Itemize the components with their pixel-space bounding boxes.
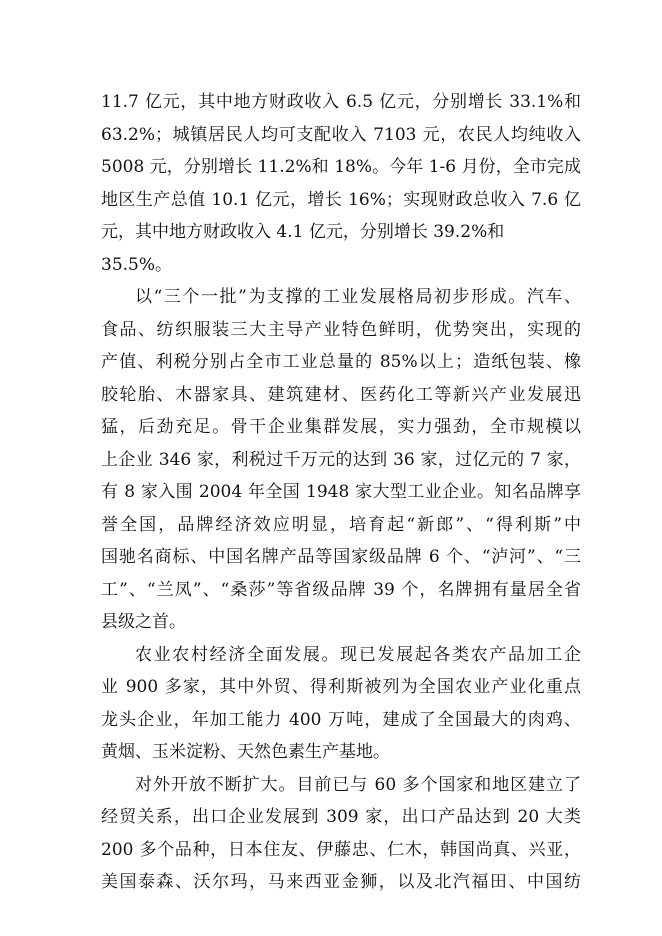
text-line: 有 8 家入围 2004 年全国 1948 家大型工业企业。知名品牌享 (101, 482, 581, 502)
text-line: 工”、“兰凤”、“桑莎”等省级品牌 39 个，名牌拥有量居全省 (101, 579, 581, 600)
text-line: 国驰名商标、中国名牌产品等国家级品牌 6 个、“泸河”、“三 (101, 547, 581, 567)
paragraph-agriculture (101, 639, 581, 769)
text-line: 200 多个品种，日本住友、伊藤忠、仁木，韩国尚真、兴亚， (101, 839, 581, 860)
paragraph-opening-up (101, 769, 581, 899)
text-line: 上企业 346 家，利税过千万元的达到 36 家，过亿元的 7 家， (101, 449, 581, 470)
text-line: 誉全国，品牌经济效应明显，培育起“新郎”、“得利斯”中 (101, 514, 581, 535)
text-line: 黄烟、玉米淀粉、天然色素生产基地。 (101, 742, 390, 762)
text-line: 以“三个一批”为支撑的工业发展格局初步形成。汽车、 (135, 287, 581, 307)
text-line: 地区生产总值 10.1 亿元，增长 16%；实现财政总收入 7.6 亿 (101, 189, 581, 210)
text-line: 农业农村经济全面发展。现已发展起各类农产品加工企 (135, 644, 581, 665)
text-line: 业 900 多家，其中外贸、得利斯被列为全国农业产业化重点 (101, 677, 581, 697)
text-line: 美国泰森、沃尔玛，马来西亚金狮，以及北汽福田、中国纺 (101, 872, 581, 892)
text-line: 胶轮胎、木器家具、建筑建材、医药化工等新兴产业发展迅 (101, 384, 581, 405)
text-line: 产值、利税分别占全市工业总量的 85%以上；造纸包装、橡 (101, 352, 581, 372)
text-line: 猛，后劲充足。骨干企业集群发展，实力强劲，全市规模以 (101, 417, 581, 437)
text-line: 5008 元，分别增长 11.2%和 18%。今年 1-6 月份，全市完成 (101, 157, 581, 177)
paragraph-industry (101, 281, 581, 639)
paragraph-fiscal-revenue (101, 86, 581, 281)
document-body (101, 86, 581, 899)
text-line: 35.5%。 (101, 254, 173, 275)
text-line: 11.7 亿元，其中地方财政收入 6.5 亿元，分别增长 33.1%和 (101, 92, 581, 112)
text-line: 元，其中地方财政收入 4.1 亿元，分别增长 39.2%和 (101, 222, 505, 242)
text-line: 食品、纺织服装三大主导产业特色鲜明，优势突出，实现的 (101, 319, 581, 340)
text-line: 县级之首。 (101, 612, 186, 632)
text-line: 经贸关系，出口企业发展到 309 家，出口产品达到 20 大类 (101, 807, 581, 827)
text-line: 63.2%；城镇居民人均可支配收入 7103 元，农民人均纯收入 (101, 124, 581, 145)
text-line: 龙头企业，年加工能力 400 万吨，建成了全国最大的肉鸡、 (101, 709, 581, 730)
text-line: 对外开放不断扩大。目前已与 60 多个国家和地区建立了 (135, 774, 581, 795)
